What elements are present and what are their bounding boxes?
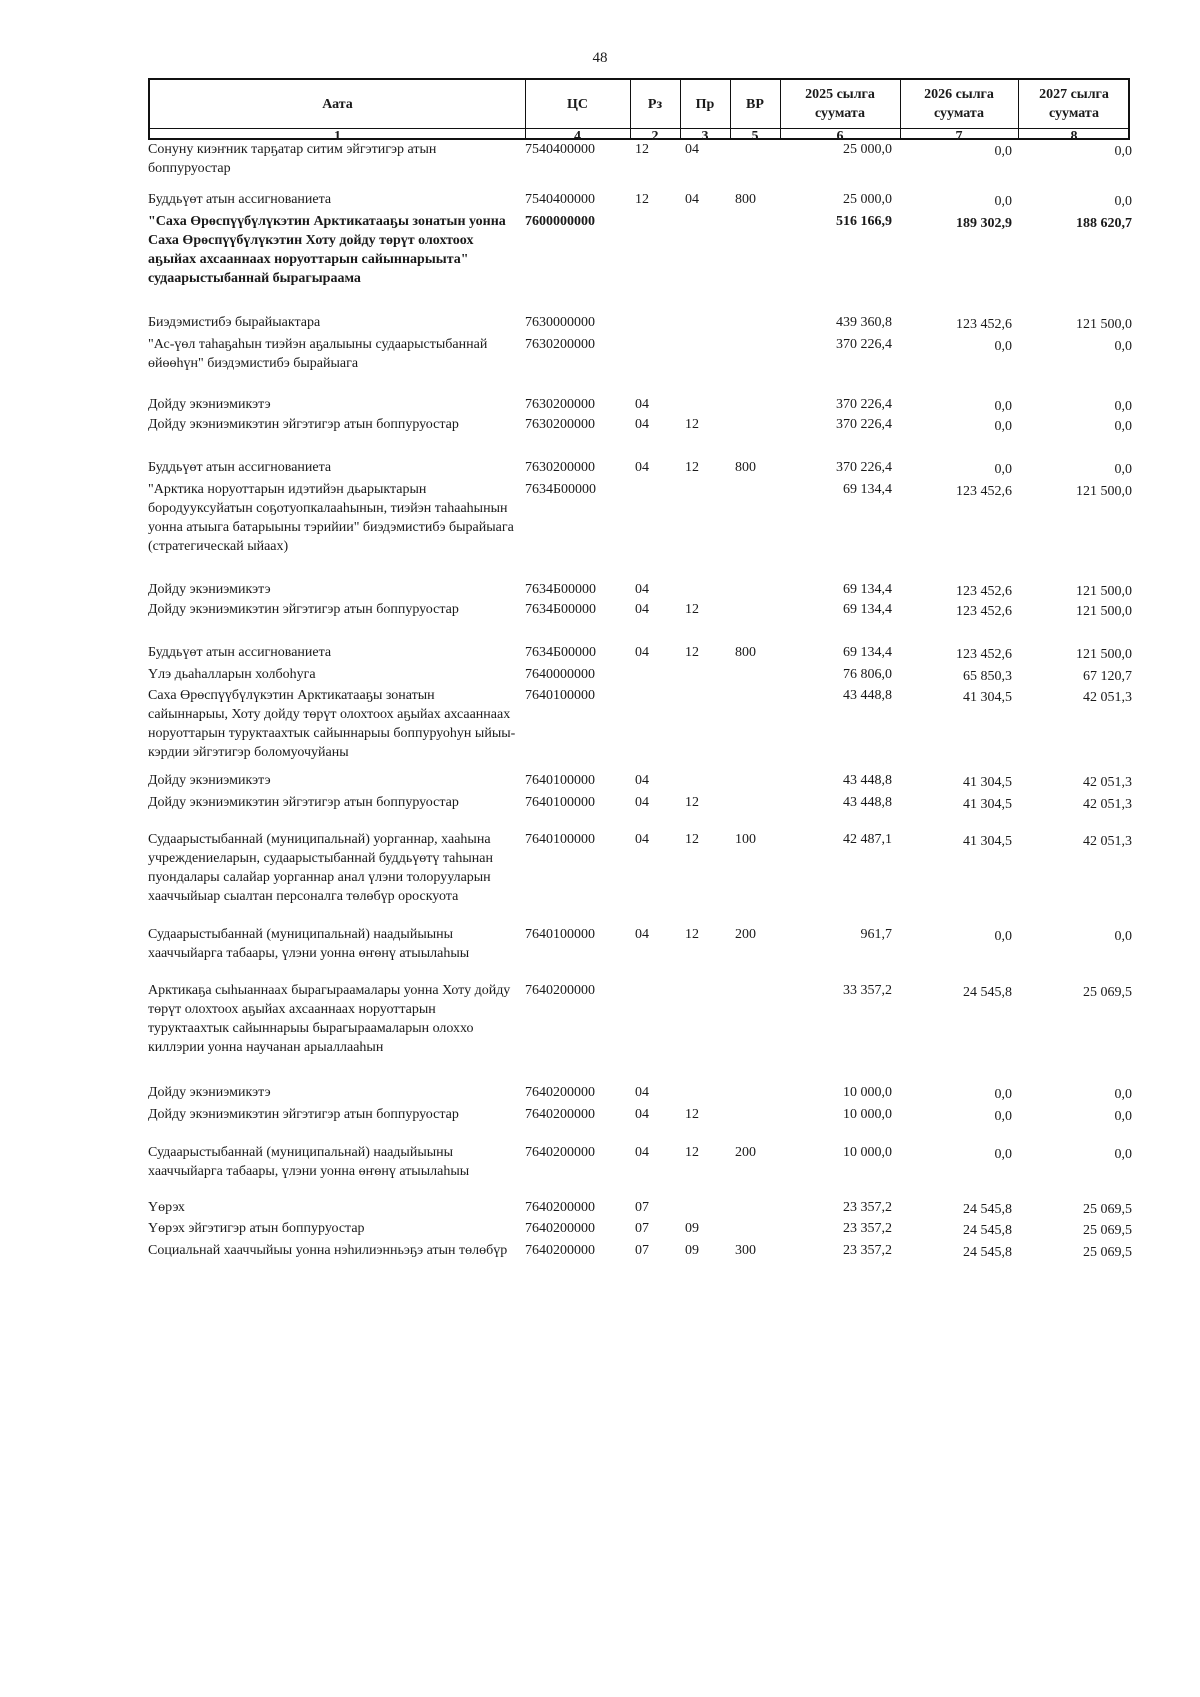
row-2027: 0,0 <box>1114 419 1132 434</box>
row-cs: 7640200000 <box>525 983 595 998</box>
row-2025: 961,7 <box>860 927 892 942</box>
row-2027: 0,0 <box>1114 462 1132 477</box>
row-2025: 69 134,4 <box>843 582 892 597</box>
row-2026: 123 452,6 <box>956 584 1012 599</box>
row-2026: 189 302,9 <box>956 216 1012 231</box>
row-cs: 7640100000 <box>525 832 595 847</box>
row-rz: 04 <box>635 832 649 847</box>
row-2025: 10 000,0 <box>843 1107 892 1122</box>
row-pr: 12 <box>685 1107 699 1122</box>
col-header-vr: ВР <box>746 96 764 112</box>
row-2026: 24 545,8 <box>963 985 1012 1000</box>
table-header <box>148 78 1130 144</box>
row-cs: 7630200000 <box>525 460 595 475</box>
row-cs: 7640100000 <box>525 773 595 788</box>
row-2027: 0,0 <box>1114 1109 1132 1124</box>
row-name: "Саха Өрөспүүбүлүкэтин Арктикатааҕы зонатын уонна Саха Өрөспүүбүлүкэтин Хоту дойду төрүт олохтоох аҕыйах ахсааннаах норуоттарын сайыннарыыта" судаарыстыбаннай бырагыраама <box>148 214 506 286</box>
row-2026: 41 304,5 <box>963 797 1012 812</box>
row-cs: 7640000000 <box>525 667 595 682</box>
row-rz: 04 <box>635 397 649 412</box>
col-header-2026: 2026 сылга суумата <box>924 87 994 121</box>
row-name: Үлэ дьаһалларын холбоһуга <box>148 667 316 682</box>
row-2027: 0,0 <box>1114 929 1132 944</box>
row-2027: 0,0 <box>1114 144 1132 159</box>
row-name: Дойду экэниэмикэтэ <box>148 773 271 788</box>
row-2027: 25 069,5 <box>1083 1202 1132 1217</box>
row-2027: 121 500,0 <box>1076 317 1132 332</box>
row-2025: 23 357,2 <box>843 1200 892 1215</box>
row-2026: 0,0 <box>994 462 1012 477</box>
row-2027: 42 051,3 <box>1083 775 1132 790</box>
row-cs: 7640200000 <box>525 1107 595 1122</box>
row-2026: 41 304,5 <box>963 690 1012 705</box>
col-index-3: 3 <box>701 128 709 144</box>
row-pr: 12 <box>685 795 699 810</box>
row-vr: 300 <box>735 1243 756 1258</box>
col-index-5: 5 <box>751 128 759 144</box>
row-pr: 12 <box>685 417 699 432</box>
row-cs: 7600000000 <box>525 214 595 229</box>
row-name: Арктикаҕа сыһыаннаах бырагыраамалары уонна Хоту дойду төрүт олохтоох аҕыйах ахсааннаах норуоттарын туруктаахтык сайыннарыы бырагыраамаларын олоххо киллэрии уонна научанан арыаллааһын <box>148 983 511 1055</box>
row-2027: 0,0 <box>1114 1147 1132 1162</box>
row-rz: 04 <box>635 645 649 660</box>
row-cs: 7634Б00000 <box>525 602 597 617</box>
row-2025: 43 448,8 <box>843 773 892 788</box>
row-name: Үөрэх эйгэтигэр атын боппуруостар <box>148 1221 365 1236</box>
row-pr: 12 <box>685 645 699 660</box>
row-2026: 0,0 <box>994 339 1012 354</box>
row-2025: 439 360,8 <box>836 315 892 330</box>
row-rz: 04 <box>635 773 649 788</box>
row-name: Буддьүөт атын ассигнованиета <box>148 645 332 660</box>
row-rz: 12 <box>635 142 649 157</box>
row-2027: 25 069,5 <box>1083 1245 1132 1260</box>
row-2027: 42 051,3 <box>1083 834 1132 849</box>
row-2025: 25 000,0 <box>843 192 892 207</box>
row-2025: 370 226,4 <box>836 417 892 432</box>
row-name: Саха Өрөспүүбүлүкэтин Арктикатааҕы зонатын сайыннарыы, Хоту дойду төрүт олохтоох аҕыйах ахсааннаах норуоттарын туруктаахтык сайыннарыы боппуруоһун ыйыы-кэрдии эйгэтигэр боломуочуйаны <box>148 688 516 760</box>
row-cs: 7540400000 <box>525 192 595 207</box>
row-2027: 42 051,3 <box>1083 797 1132 812</box>
row-2025: 370 226,4 <box>836 337 892 352</box>
row-vr: 800 <box>735 645 756 660</box>
row-name: Дойду экэниэмикэтин эйгэтигэр атын боппуруостар <box>148 1107 459 1122</box>
row-2026: 0,0 <box>994 1147 1012 1162</box>
row-2026: 24 545,8 <box>963 1223 1012 1238</box>
row-2025: 69 134,4 <box>843 482 892 497</box>
row-rz: 04 <box>635 460 649 475</box>
row-vr: 200 <box>735 1145 756 1160</box>
row-cs: 7640100000 <box>525 688 595 703</box>
row-name: Дойду экэниэмикэтин эйгэтигэр атын боппуруостар <box>148 795 459 810</box>
row-name: Дойду экэниэмикэтэ <box>148 397 271 412</box>
row-name: Буддьүөт атын ассигнованиета <box>148 460 332 475</box>
row-2025: 10 000,0 <box>843 1145 892 1160</box>
col-header-pr: Пр <box>695 96 715 112</box>
row-2027: 121 500,0 <box>1076 647 1132 662</box>
row-2027: 121 500,0 <box>1076 604 1132 619</box>
row-vr: 800 <box>735 460 756 475</box>
row-2025: 69 134,4 <box>843 602 892 617</box>
row-2027: 25 069,5 <box>1083 1223 1132 1238</box>
row-name: Үөрэх <box>148 1200 185 1215</box>
row-cs: 7634Б00000 <box>525 582 597 597</box>
row-name: Социальнай хааччыйыы уонна нэһилиэнньэҕэ атын төлөбүр <box>148 1243 508 1258</box>
row-vr: 800 <box>735 192 756 207</box>
col-index-8: 8 <box>1070 128 1078 144</box>
row-2025: 43 448,8 <box>843 795 892 810</box>
col-header-2025: 2025 сылга суумата <box>805 87 875 121</box>
row-2026: 0,0 <box>994 929 1012 944</box>
row-rz: 04 <box>635 1085 649 1100</box>
col-index-7: 7 <box>955 128 963 144</box>
row-2025: 23 357,2 <box>843 1243 892 1258</box>
col-index-2: 2 <box>651 128 659 144</box>
row-2025: 25 000,0 <box>843 142 892 157</box>
row-2026: 0,0 <box>994 1109 1012 1124</box>
row-2026: 0,0 <box>994 419 1012 434</box>
row-name: Дойду экэниэмикэтэ <box>148 1085 271 1100</box>
row-rz: 04 <box>635 795 649 810</box>
row-rz: 07 <box>635 1200 649 1215</box>
row-2027: 0,0 <box>1114 339 1132 354</box>
row-pr: 04 <box>685 142 699 157</box>
col-header-cs: ЦС <box>567 96 588 112</box>
row-2025: 370 226,4 <box>836 397 892 412</box>
row-2025: 33 357,2 <box>843 983 892 998</box>
row-vr: 200 <box>735 927 756 942</box>
row-name: Судаарыстыбаннай (муниципальнай) наадыйыыны хааччыйарга табаары, үлэни уонна өҥөнү атыылаһыы <box>148 927 470 961</box>
row-name: Биэдэмистибэ бырайыактара <box>148 315 321 330</box>
row-2027: 0,0 <box>1114 1087 1132 1102</box>
row-2025: 42 487,1 <box>843 832 892 847</box>
page-number: 48 <box>592 50 608 66</box>
row-cs: 7634Б00000 <box>525 482 597 497</box>
col-header-rz: Рз <box>647 96 663 112</box>
row-rz: 07 <box>635 1243 649 1258</box>
row-name: Судаарыстыбаннай (муниципальнай) уорганнар, хааһына учреждениеларын, судаарыстыбаннай буддьүөтү таһынан пуондалары салайар уорганнар анал үлэни толорууларын хааччыйыар сыалтан персоналга төлөбүр ороскуота <box>148 832 493 904</box>
row-pr: 04 <box>685 192 699 207</box>
row-name: Дойду экэниэмикэтэ <box>148 582 271 597</box>
row-2027: 0,0 <box>1114 399 1132 414</box>
row-2027: 188 620,7 <box>1076 216 1132 231</box>
row-cs: 7630200000 <box>525 397 595 412</box>
row-cs: 7640100000 <box>525 795 595 810</box>
row-2025: 516 166,9 <box>836 214 892 229</box>
row-2026: 24 545,8 <box>963 1202 1012 1217</box>
row-rz: 07 <box>635 1221 649 1236</box>
col-header-2027: 2027 сылга суумата <box>1039 87 1109 121</box>
row-2026: 0,0 <box>994 399 1012 414</box>
row-2025: 76 806,0 <box>843 667 892 682</box>
row-pr: 12 <box>685 832 699 847</box>
row-2027: 67 120,7 <box>1083 669 1132 684</box>
row-rz: 04 <box>635 1145 649 1160</box>
row-cs: 7540400000 <box>525 142 595 157</box>
row-name: Дойду экэниэмикэтин эйгэтигэр атын боппуруостар <box>148 417 459 432</box>
row-2025: 23 357,2 <box>843 1221 892 1236</box>
row-2026: 24 545,8 <box>963 1245 1012 1260</box>
row-cs: 7640200000 <box>525 1200 595 1215</box>
row-pr: 12 <box>685 602 699 617</box>
row-2027: 42 051,3 <box>1083 690 1132 705</box>
col-index-6: 6 <box>836 128 844 144</box>
row-rz: 04 <box>635 582 649 597</box>
row-2025: 10 000,0 <box>843 1085 892 1100</box>
row-2027: 121 500,0 <box>1076 484 1132 499</box>
row-2027: 25 069,5 <box>1083 985 1132 1000</box>
row-pr: 12 <box>685 1145 699 1160</box>
row-cs: 7630200000 <box>525 417 595 432</box>
row-cs: 7630200000 <box>525 337 595 352</box>
row-2026: 123 452,6 <box>956 604 1012 619</box>
row-pr: 09 <box>685 1221 699 1236</box>
row-vr: 100 <box>735 832 756 847</box>
row-rz: 04 <box>635 417 649 432</box>
row-name: Судаарыстыбаннай (муниципальнай) наадыйыыны хааччыйарга табаары, үлэни уонна өҥөнү атыылаһыы <box>148 1145 470 1179</box>
row-2025: 69 134,4 <box>843 645 892 660</box>
row-name: Сонуну киэҥник тарҕатар ситим эйгэтигэр атын боппуруостар <box>148 142 437 176</box>
row-2026: 123 452,6 <box>956 317 1012 332</box>
row-2026: 123 452,6 <box>956 647 1012 662</box>
row-2026: 0,0 <box>994 194 1012 209</box>
row-cs: 7640200000 <box>525 1243 595 1258</box>
row-rz: 04 <box>635 927 649 942</box>
row-2025: 43 448,8 <box>843 688 892 703</box>
row-cs: 7640200000 <box>525 1145 595 1160</box>
row-name: Дойду экэниэмикэтин эйгэтигэр атын боппуруостар <box>148 602 459 617</box>
row-pr: 12 <box>685 927 699 942</box>
row-2026: 41 304,5 <box>963 775 1012 790</box>
row-2025: 370 226,4 <box>836 460 892 475</box>
col-index-4: 4 <box>574 128 581 144</box>
row-cs: 7630000000 <box>525 315 595 330</box>
row-cs: 7634Б00000 <box>525 645 597 660</box>
row-cs: 7640100000 <box>525 927 595 942</box>
row-pr: 09 <box>685 1243 699 1258</box>
row-rz: 12 <box>635 192 649 207</box>
row-cs: 7640200000 <box>525 1221 595 1236</box>
row-2026: 0,0 <box>994 1087 1012 1102</box>
row-2026: 65 850,3 <box>963 669 1012 684</box>
row-name: "Ас-үөл таһаҕаһын тиэйэн аҕалыыны судаарыстыбаннай өйөөһүн" биэдэмистибэ бырайыага <box>148 337 488 371</box>
row-rz: 04 <box>635 602 649 617</box>
row-name: Буддьүөт атын ассигнованиета <box>148 192 332 207</box>
row-pr: 12 <box>685 460 699 475</box>
row-2027: 0,0 <box>1114 194 1132 209</box>
row-rz: 04 <box>635 1107 649 1122</box>
row-2026: 41 304,5 <box>963 834 1012 849</box>
row-2026: 123 452,6 <box>956 484 1012 499</box>
col-index-1: 1 <box>334 128 341 144</box>
row-2026: 0,0 <box>994 144 1012 159</box>
row-cs: 7640200000 <box>525 1085 595 1100</box>
col-header-name: Аата <box>322 96 353 112</box>
row-2027: 121 500,0 <box>1076 584 1132 599</box>
row-name: "Арктика норуоттарын идэтийэн дьарыктарын бородууксуйатын соҕотуопкалааһынын, тиэйэн таһааһынын уонна атыыга батарыыны тэрийии" биэдэмистибэ бырайыага (стратегическай ыйаах) <box>148 482 514 554</box>
